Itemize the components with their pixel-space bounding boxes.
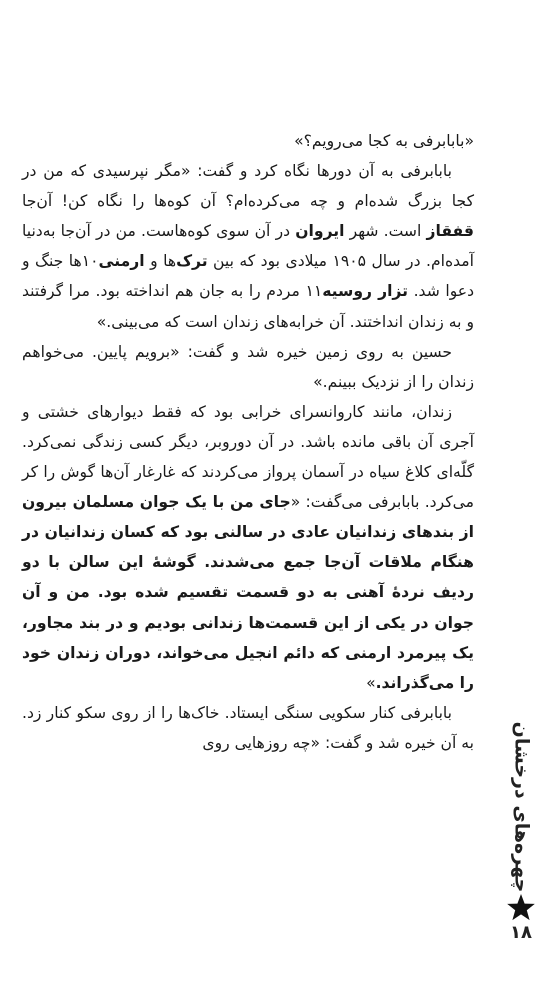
text-run: ۱۰‌ها جنگ و دعوا شد. bbox=[22, 252, 475, 301]
bold-text-run: ایروان bbox=[295, 222, 345, 241]
text-run: بابابرفی به آن دورها نگاه کرد و گفت: «مگر نپرسیدی که من در کجا بزرگ شده‌ام و چه می‌کرده‌ام؟ آن کوه‌ها را نگاه کن! آن‌جا bbox=[22, 162, 474, 211]
bold-text-run: ارمنی bbox=[98, 252, 145, 271]
page-number: ۱۸ bbox=[510, 922, 532, 943]
body-text bbox=[22, 126, 474, 758]
text-run: در آن سوی کوه‌هاست. من در آن‌جا به‌دنیا آمده‌ام. در سال ۱۹۰۵ میلادی بود که بین bbox=[22, 222, 474, 271]
bold-text-run: تزار روسیه bbox=[322, 282, 408, 301]
bold-text-run: ترک bbox=[176, 252, 208, 271]
paragraph bbox=[22, 156, 474, 337]
text-run: » bbox=[366, 673, 376, 692]
text-run: بابابرفی کنار سکویی سنگی ایستاد. خاک‌ها را از روی سکو کنار زد. به آن خیره شد و گفت: «چه روزهایی روی bbox=[22, 703, 474, 752]
bold-text-run: جای من با یک جوان مسلمان بیرون از بندهای زندانیان عادی در سالنی بود که کسان زندانیان در هنگام ملاقات آن‌جا جمع می‌شدند. گوشهٔ این سالن با دو ردیف نردهٔ آهنی به دو قسمت تقسیم شده بود. من و آن جوان در یکی از این قسمت‌ها زندانی بودیم و در بند مجاور، یک پیرمرد ارمنی که دائم انجیل می‌خواند، دوران زندان خود را می‌گذراند. bbox=[22, 493, 474, 692]
paragraph bbox=[22, 698, 474, 758]
paragraph bbox=[22, 337, 474, 397]
text-run: ۱۱ مردم را به جان هم انداخته بود. مرا گرفتند و به زندان انداختند. آن خرابه‌های زندان است که می‌بینی.» bbox=[22, 282, 474, 331]
star-icon bbox=[506, 893, 536, 922]
text-run: حسین به روی زمین خیره شد و گفت: «برویم پایین. می‌خواهم زندان را از نزدیک ببینم.» bbox=[22, 342, 474, 391]
book-title-label: چهره‌های درخشان bbox=[510, 721, 532, 893]
paragraph bbox=[22, 126, 474, 156]
bold-text-run: قفقاز bbox=[426, 222, 474, 241]
text-run: «بابابرفی به کجا می‌رویم؟» bbox=[294, 132, 474, 150]
text-run: ‌ها و bbox=[144, 252, 177, 271]
book-title-vertical bbox=[498, 718, 544, 896]
text-run: است. شهر bbox=[344, 222, 427, 241]
paragraph bbox=[22, 397, 474, 698]
text-run: زندان، مانند کاروانسرای خرابی بود که فقط دیوارهای خشتی و آجری آن باقی مانده باشد. در آن دوروبر، دیگر کسی زندگی نمی‌کرد. گلّه‌ای کلاغ سیاه در آسمان پرواز می‌کردند که غارغار آن‌ها گوش را کر می‌کرد. بابابرفی می‌گفت: « bbox=[22, 402, 475, 512]
